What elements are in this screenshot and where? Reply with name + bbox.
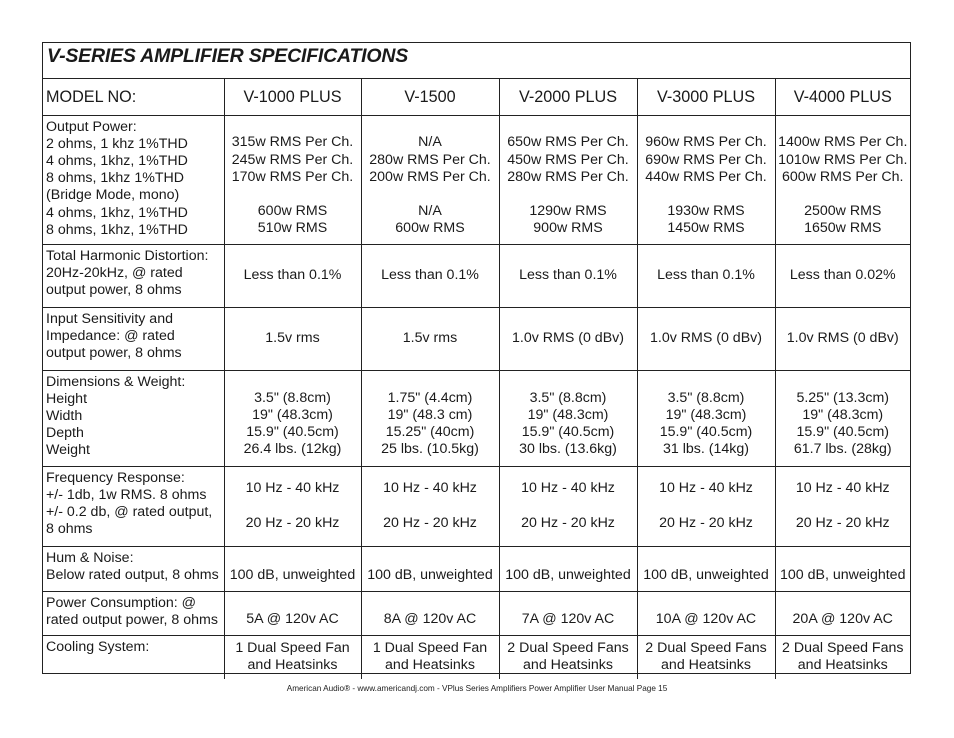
cell: 100 dB, unweighted <box>224 546 361 591</box>
model-v4000: V-4000 PLUS <box>775 79 910 115</box>
table-row <box>43 370 910 466</box>
row-label: Input Sensitivity and Impedance: @ rated output power, 8 ohms <box>43 307 224 370</box>
cell: 1.0v RMS (0 dBv) <box>499 307 637 370</box>
cell: N/A 280w RMS Per Ch. 200w RMS Per Ch. N/A 600w RMS <box>361 115 499 244</box>
cell: 8A @ 120v AC <box>361 591 499 635</box>
row-label: Power Consumption: @ rated output power, 8 ohms <box>43 591 224 635</box>
page-footer: American Audio® - www.americandj.com - VPlus Series Amplifiers Power Amplifier User Manual Page 15 <box>286 684 668 693</box>
cell: 7A @ 120v AC <box>499 591 637 635</box>
cell: 960w RMS Per Ch. 690w RMS Per Ch. 440w RMS Per Ch. 1930w RMS 1450w RMS <box>637 115 775 244</box>
row-label: Total Harmonic Distortion: 20Hz-20kHz, @ rated output power, 8 ohms <box>43 244 224 307</box>
cell: 315w RMS Per Ch. 245w RMS Per Ch. 170w RMS Per Ch. 600w RMS 510w RMS <box>224 115 361 244</box>
row-label: Output Power: 2 ohms, 1 khz 1%THD 4 ohms, 1khz, 1%THD 8 ohms, 1khz 1%THD (Bridge Mode, mono) 4 ohms, 1khz, 1%THD 8 ohms, 1khz, 1%THD <box>43 115 224 244</box>
cell: Less than 0.1% <box>224 244 361 307</box>
cell: 5A @ 120v AC <box>224 591 361 635</box>
cell: 10 Hz - 40 kHz 20 Hz - 20 kHz <box>775 466 910 546</box>
cell: 650w RMS Per Ch. 450w RMS Per Ch. 280w RMS Per Ch. 1290w RMS 900w RMS <box>499 115 637 244</box>
table-row <box>43 244 910 307</box>
table-row <box>43 546 910 591</box>
model-v2000: V-2000 PLUS <box>499 79 637 115</box>
cell: 10 Hz - 40 kHz 20 Hz - 20 kHz <box>224 466 361 546</box>
cell: 3.5" (8.8cm) 19" (48.3cm) 15.9" (40.5cm) 31 lbs. (14kg) <box>637 370 775 466</box>
cell: 1.5v rms <box>361 307 499 370</box>
cell: 10 Hz - 40 kHz 20 Hz - 20 kHz <box>499 466 637 546</box>
spec-table <box>43 79 910 679</box>
cell: 10A @ 120v AC <box>637 591 775 635</box>
cell: 1.0v RMS (0 dBv) <box>775 307 910 370</box>
cell: 2 Dual Speed Fans and Heatsinks <box>499 635 637 679</box>
cell: 1 Dual Speed Fan and Heatsinks <box>224 635 361 679</box>
spec-sheet <box>42 42 911 674</box>
page-title: V-SERIES AMPLIFIER SPECIFICATIONS <box>47 45 409 67</box>
row-label: Hum & Noise: Below rated output, 8 ohms <box>43 546 224 591</box>
cell: 5.25" (13.3cm) 19" (48.3cm) 15.9" (40.5cm) 61.7 lbs. (28kg) <box>775 370 910 466</box>
cell: 20A @ 120v AC <box>775 591 910 635</box>
cell: Less than 0.1% <box>499 244 637 307</box>
model-v1000: V-1000 PLUS <box>224 79 361 115</box>
header-row <box>43 79 910 115</box>
row-label: Dimensions & Weight: Height Width Depth Weight <box>43 370 224 466</box>
cell: 10 Hz - 40 kHz 20 Hz - 20 kHz <box>637 466 775 546</box>
cell: 1400w RMS Per Ch. 1010w RMS Per Ch. 600w RMS Per Ch. 2500w RMS 1650w RMS <box>775 115 910 244</box>
table-row <box>43 635 910 679</box>
cell: Less than 0.1% <box>637 244 775 307</box>
row-label: Cooling System: <box>43 635 224 679</box>
cell: 2 Dual Speed Fans and Heatsinks <box>637 635 775 679</box>
cell: 100 dB, unweighted <box>637 546 775 591</box>
cell: 100 dB, unweighted <box>499 546 637 591</box>
cell: 1.5v rms <box>224 307 361 370</box>
cell: Less than 0.02% <box>775 244 910 307</box>
table-row <box>43 307 910 370</box>
table-row <box>43 115 910 244</box>
cell: 1 Dual Speed Fan and Heatsinks <box>361 635 499 679</box>
cell: 1.0v RMS (0 dBv) <box>637 307 775 370</box>
model-v1500: V-1500 <box>361 79 499 115</box>
cell: 2 Dual Speed Fans and Heatsinks <box>775 635 910 679</box>
table-row <box>43 591 910 635</box>
cell: Less than 0.1% <box>361 244 499 307</box>
title-bar <box>43 43 910 79</box>
model-v3000: V-3000 PLUS <box>637 79 775 115</box>
cell: 100 dB, unweighted <box>361 546 499 591</box>
cell: 1.75" (4.4cm) 19" (48.3 cm) 15.25" (40cm) 25 lbs. (10.5kg) <box>361 370 499 466</box>
table-row <box>43 466 910 546</box>
cell: 3.5" (8.8cm) 19" (48.3cm) 15.9" (40.5cm) 30 lbs. (13.6kg) <box>499 370 637 466</box>
row-label: Frequency Response: +/- 1db, 1w RMS. 8 ohms +/- 0.2 db, @ rated output, 8 ohms <box>43 466 224 546</box>
cell: 3.5" (8.8cm) 19" (48.3cm) 15.9" (40.5cm) 26.4 lbs. (12kg) <box>224 370 361 466</box>
model-label: MODEL NO: <box>43 79 224 115</box>
cell: 100 dB, unweighted <box>775 546 910 591</box>
cell: 10 Hz - 40 kHz 20 Hz - 20 kHz <box>361 466 499 546</box>
